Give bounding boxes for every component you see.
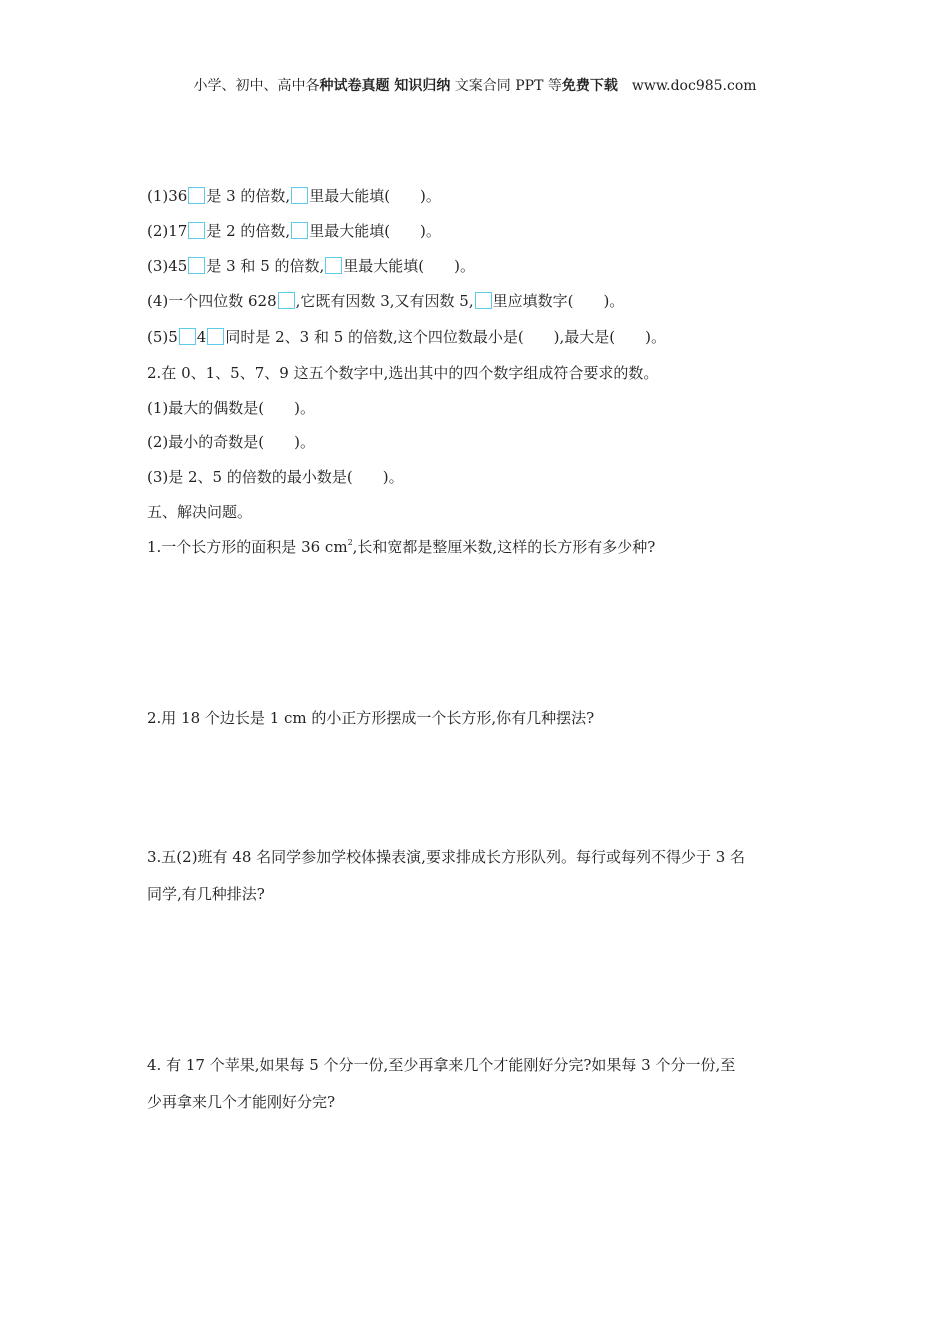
question-2-stem: 2.在 0、1、5、7、9 这五个数字中,选出其中的四个数字组成符合要求的数。 — [147, 364, 659, 382]
q4-2-text-c: 里最大能填( )。 — [309, 222, 441, 240]
q4-1-text-a: (1)36 — [147, 187, 188, 205]
problem-4-line-2: 少再拿来几个才能刚好分完? — [147, 1093, 336, 1111]
question-4-2 — [147, 220, 441, 242]
question-4-1 — [147, 185, 441, 207]
q4-3-text-a: (3)45 — [147, 257, 188, 275]
answer-box[interactable] — [325, 257, 342, 274]
answer-box[interactable] — [179, 328, 196, 345]
q4-2-text-b: 是 2 的倍数, — [206, 222, 291, 240]
q4-5-text-c: 同时是 2、3 和 5 的倍数,这个四位数最小是( ),最大是( )。 — [225, 328, 666, 346]
q4-1-text-b: 是 3 的倍数, — [206, 187, 291, 205]
q4-3-text-b: 是 3 和 5 的倍数, — [206, 257, 325, 275]
question-4-4 — [147, 290, 624, 312]
question-2-b: (2)最小的奇数是( )。 — [147, 433, 315, 451]
problem-1 — [147, 536, 655, 558]
question-4-5 — [147, 326, 666, 348]
answer-box[interactable] — [188, 187, 205, 204]
page-header — [0, 76, 950, 96]
answer-box[interactable] — [278, 292, 295, 309]
question-2-a: (1)最大的偶数是( )。 — [147, 399, 315, 417]
section-5-title: 五、解决问题。 — [147, 503, 253, 521]
problem-1-superscript: 2 — [347, 538, 353, 547]
problem-4-line-1: 4. 有 17 个苹果,如果每 5 个分一份,至少再拿来几个才能刚好分完?如果每 3 个分一份,至 — [147, 1056, 736, 1074]
q4-5-text-a: (5)5 — [147, 328, 178, 346]
problem-1-text-a: 1.一个长方形的面积是 36 cm — [147, 538, 348, 556]
q4-2-text-a: (2)17 — [147, 222, 188, 240]
q4-4-text-b: ,它既有因数 3,又有因数 5, — [295, 292, 474, 310]
q4-3-text-c: 里最大能填( )。 — [343, 257, 475, 275]
q4-5-text-b: 4 — [196, 328, 207, 346]
answer-box[interactable] — [188, 257, 205, 274]
q4-4-text-c: 里应填数字( )。 — [492, 292, 625, 310]
problem-2: 2.用 18 个边长是 1 cm 的小正方形摆成一个长方形,你有几种摆法? — [147, 709, 595, 727]
header-url[interactable]: www.doc985.com — [631, 78, 757, 94]
header-text-3: 知识归纳 — [389, 78, 451, 94]
header-text-2: 种试卷真题 — [319, 78, 390, 94]
problem-3-line-1: 3.五(2)班有 48 名同学参加学校体操表演,要求排成长方形队列。每行或每列不得少于 3 名 — [147, 848, 746, 866]
problem-3-line-2: 同学,有几种排法? — [147, 885, 265, 903]
question-2-c: (3)是 2、5 的倍数的最小数是( )。 — [147, 468, 404, 486]
header-text-1: 小学、初中、高中各 — [193, 78, 320, 94]
problem-1-text-b: ,长和宽都是整厘米数,这样的长方形有多少种? — [352, 538, 656, 556]
answer-box[interactable] — [291, 187, 308, 204]
answer-box[interactable] — [475, 292, 492, 309]
answer-box[interactable] — [291, 222, 308, 239]
header-text-5: 免费下载 — [561, 78, 618, 94]
q4-1-text-c: 里最大能填( )。 — [309, 187, 441, 205]
answer-box[interactable] — [188, 222, 205, 239]
answer-box[interactable] — [207, 328, 224, 345]
q4-4-text-a: (4)一个四位数 628 — [147, 292, 277, 310]
header-text-4: 文案合同 PPT 等 — [450, 78, 562, 94]
question-4-3 — [147, 255, 475, 277]
